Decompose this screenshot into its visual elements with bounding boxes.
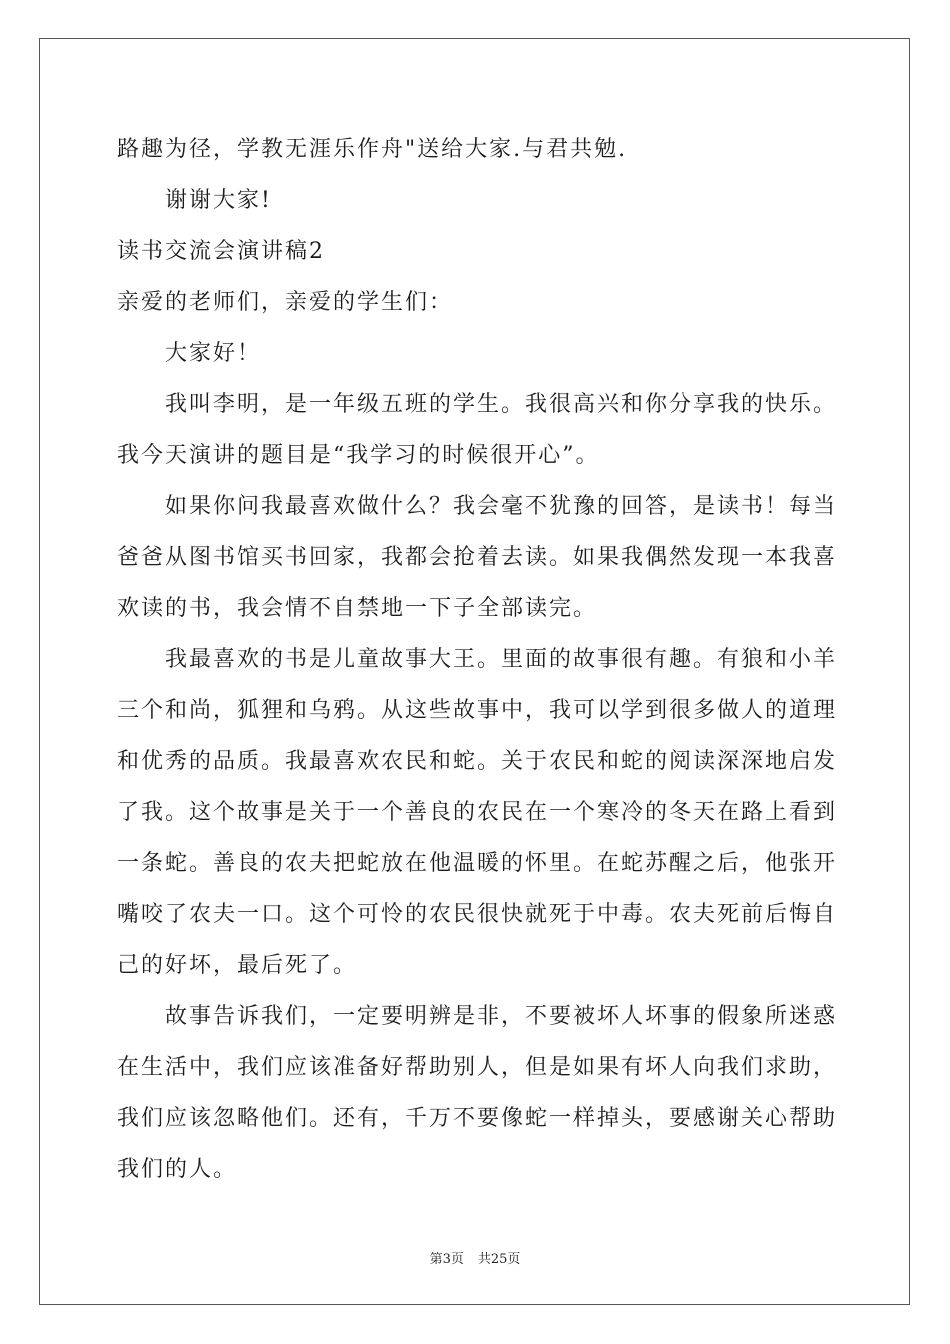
text-line-17: 己的好坏，最后死了。	[117, 953, 358, 978]
text-line-11: 我最喜欢的书是儿童故事大王。里面的故事很有趣。有狼和小羊	[165, 647, 838, 672]
text-line-9: 爸爸从图书馆买书回家，我都会抢着去读。如果我偶然发现一本我喜	[117, 545, 838, 570]
salutation: 亲爱的老师们，亲爱的学生们：	[117, 290, 454, 315]
section-heading: 读书交流会演讲稿2	[117, 239, 325, 264]
text-line-2: 谢谢大家!	[165, 188, 272, 213]
document-body	[117, 124, 837, 1195]
total-pages: 共25页	[477, 1252, 521, 1267]
text-line-16: 嘴咬了农夫一口。这个可怜的农民很快就死于中毒。农夫死前后悔自	[117, 902, 838, 927]
page-number: 第3页	[429, 1252, 464, 1267]
greeting: 大家好！	[165, 341, 262, 366]
text-line-19: 在生活中，我们应该准备好帮助别人，但是如果有坏人向我们求助，	[117, 1055, 838, 1080]
text-line-14: 了我。这个故事是关于一个善良的农民在一个寒冷的冬天在路上看到	[117, 800, 838, 825]
text-line-21: 我们的人。	[117, 1157, 238, 1182]
page-footer	[0, 1248, 950, 1267]
text-line-18: 故事告诉我们，一定要明辨是非，不要被坏人坏事的假象所迷惑	[165, 1004, 838, 1029]
text-line-6: 我叫李明，是一年级五班的学生。我很高兴和你分享我的快乐。	[165, 392, 838, 417]
text-line-8: 如果你问我最喜欢做什么？我会毫不犹豫的回答，是读书！每当	[165, 494, 838, 519]
text-line-1: 路趣为径，学教无涯乐作舟"送给大家.与君共勉.	[117, 137, 628, 162]
text-line-13: 和优秀的品质。我最喜欢农民和蛇。关于农民和蛇的阅读深深地启发	[117, 749, 838, 774]
text-line-7: 我今天演讲的题目是“我学习的时候很开心”。	[117, 443, 600, 468]
text-line-12: 三个和尚，狐狸和乌鸦。从这些故事中，我可以学到很多做人的道理	[117, 698, 838, 723]
text-line-20: 我们应该忽略他们。还有，千万不要像蛇一样掉头，要感谢关心帮助	[117, 1106, 838, 1131]
text-line-10: 欢读的书，我会情不自禁地一下子全部读完。	[117, 596, 598, 621]
text-line-15: 一条蛇。善良的农夫把蛇放在他温暖的怀里。在蛇苏醒之后，他张开	[117, 851, 838, 876]
